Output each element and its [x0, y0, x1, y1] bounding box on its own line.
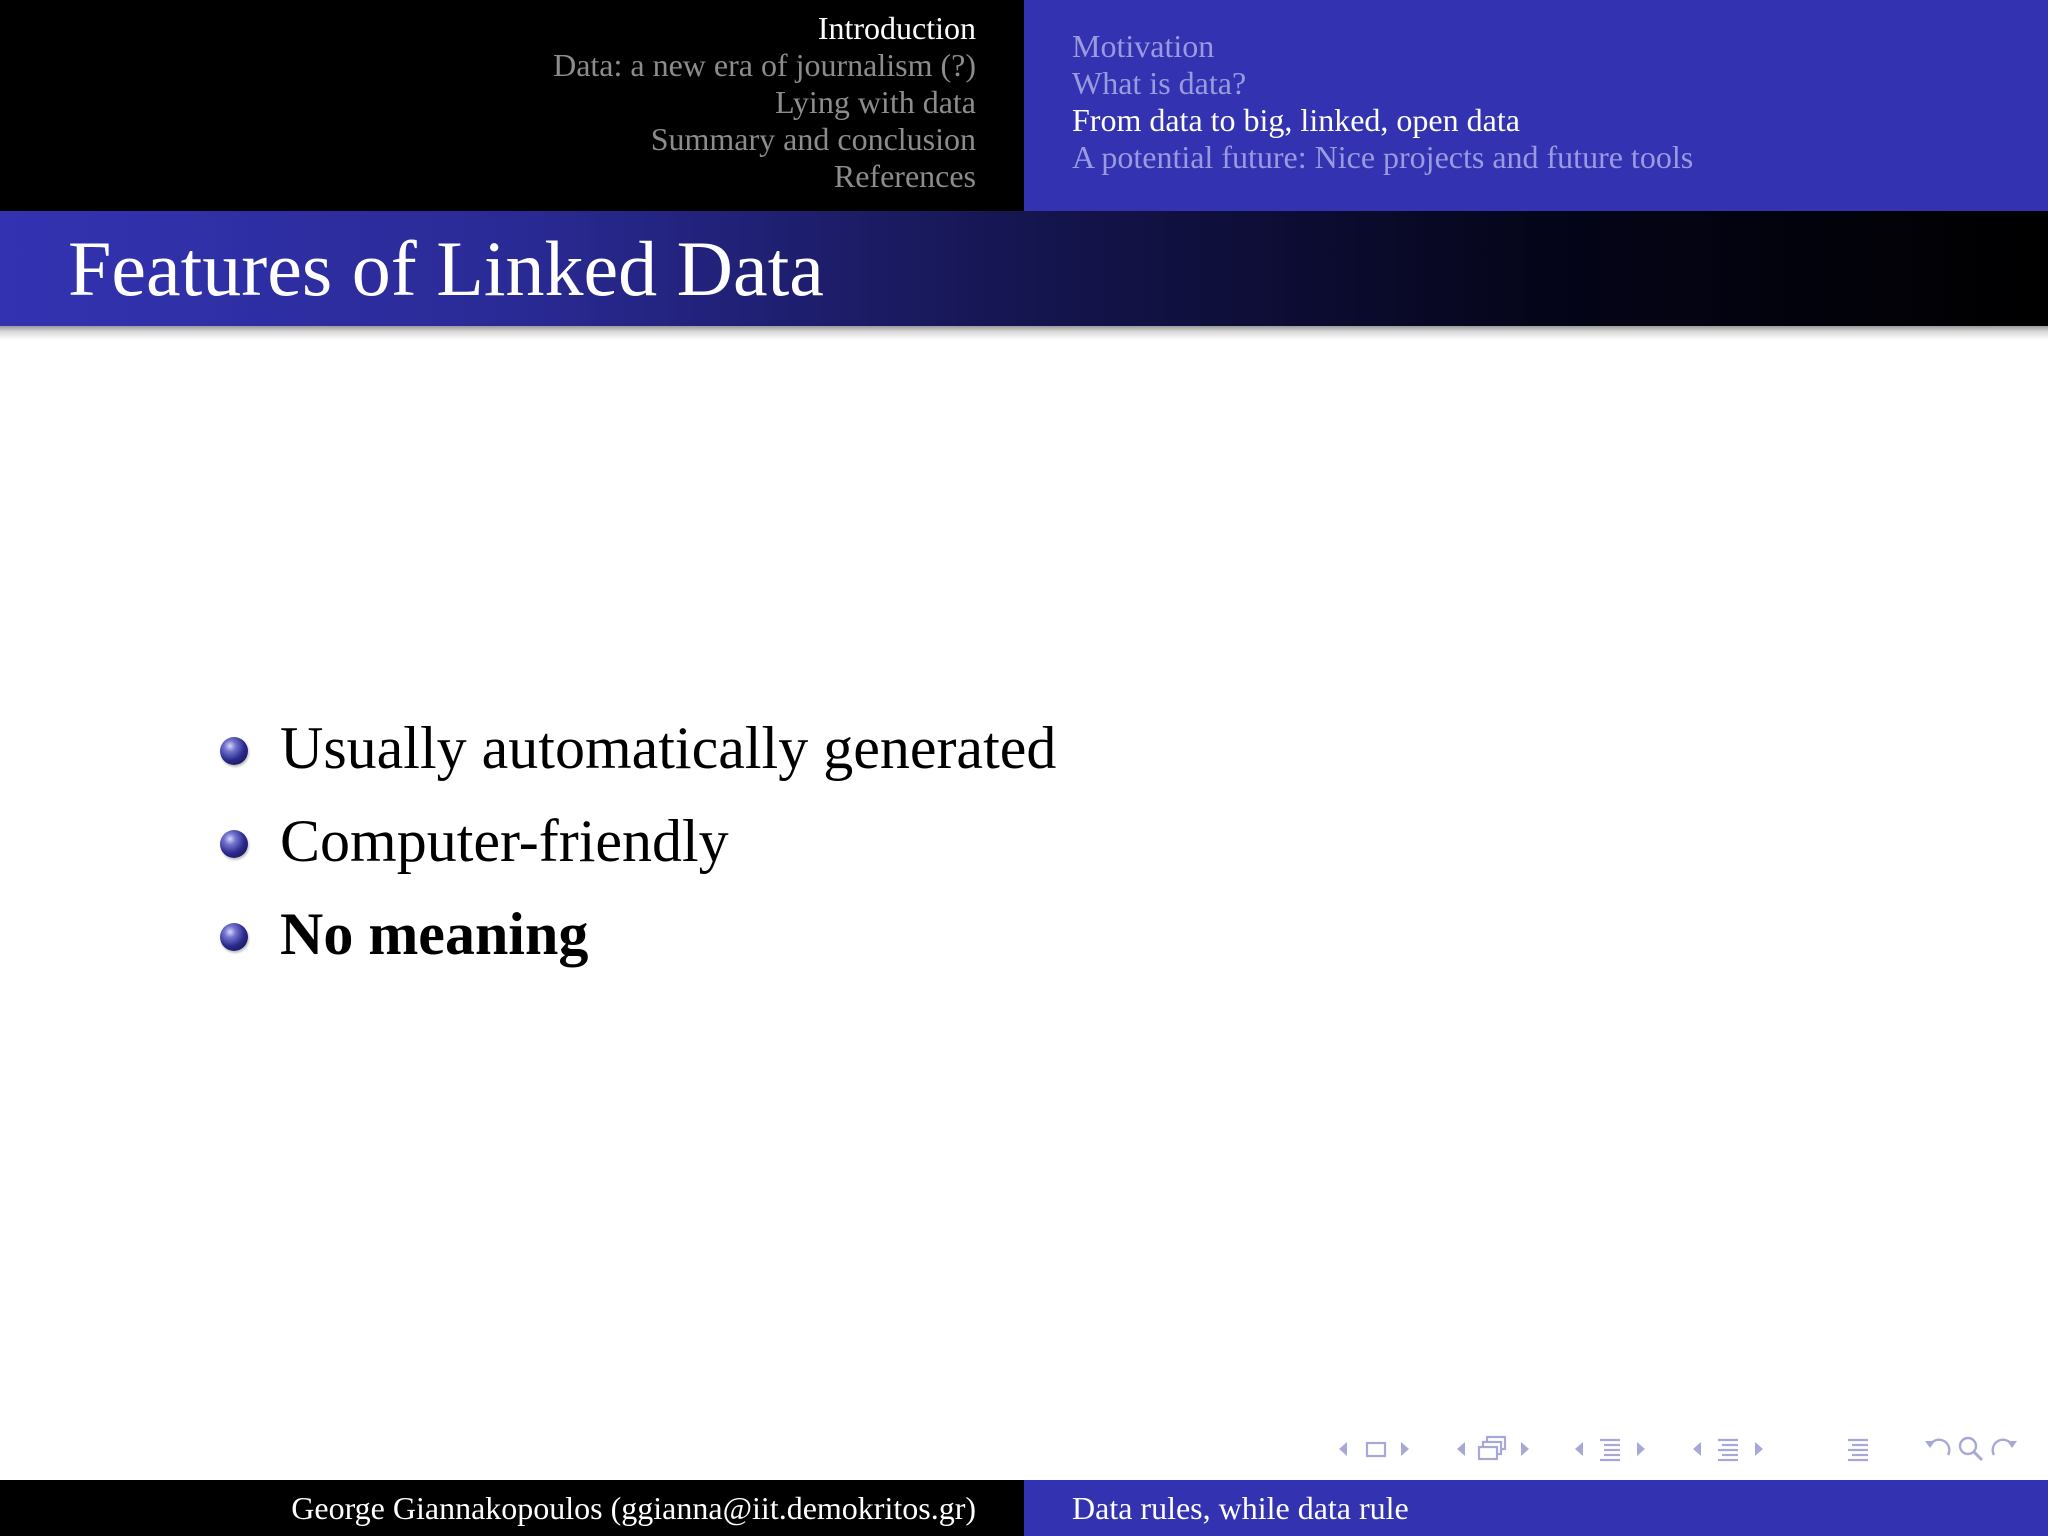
subsection-navigation-symbols — [1454, 1434, 1532, 1464]
undo-icon[interactable] — [1922, 1435, 1954, 1463]
footer-title-bar — [1024, 1480, 2048, 1536]
frame-title: Features of Linked Data — [68, 225, 824, 312]
bullet-list — [220, 702, 1056, 981]
appendix-navigation-symbols — [1844, 1434, 1872, 1464]
nav-subsection-potential-future[interactable]: A potential future: Nice projects and future tools — [1072, 139, 1694, 175]
arrow-left-icon[interactable] — [1454, 1439, 1468, 1459]
document-navigation-symbols — [1690, 1434, 1766, 1464]
arrow-right-icon[interactable] — [1398, 1439, 1412, 1459]
nav-subsection-big-linked-open-data[interactable]: From data to big, linked, open data — [1072, 102, 1520, 138]
frame-navigation — [1336, 1434, 1412, 1464]
nav-section-summary[interactable]: Summary and conclusion — [650, 121, 976, 157]
nav-section-references[interactable]: References — [833, 158, 976, 194]
search-icon[interactable] — [1956, 1435, 1986, 1463]
redo-icon[interactable] — [1988, 1435, 2020, 1463]
arrow-left-icon[interactable] — [1690, 1439, 1704, 1459]
section-navigation-symbols — [1572, 1434, 1648, 1464]
subsection-navigation — [1024, 0, 2048, 211]
search-navigation-symbols — [1922, 1434, 2020, 1464]
list-item — [220, 702, 1056, 795]
arrow-right-icon[interactable] — [1518, 1439, 1532, 1459]
bullet-ball-icon — [220, 737, 248, 765]
bullet-text: No meaning — [280, 901, 589, 967]
bullet-ball-icon — [220, 830, 248, 858]
section-icon[interactable] — [1596, 1436, 1624, 1462]
appendix-icon[interactable] — [1844, 1436, 1872, 1462]
subsection-icon[interactable] — [1476, 1435, 1510, 1463]
frame-title-bar — [0, 211, 2048, 326]
list-item — [220, 888, 1056, 981]
arrow-right-icon[interactable] — [1634, 1439, 1648, 1459]
footer-author-bar — [0, 1480, 1024, 1536]
frame-icon[interactable] — [1364, 1439, 1388, 1459]
bullet-ball-icon — [220, 923, 248, 951]
title-shadow — [0, 326, 2048, 340]
section-navigation — [0, 0, 1024, 211]
arrow-left-icon[interactable] — [1572, 1439, 1586, 1459]
nav-section-data-journalism[interactable]: Data: a new era of journalism (?) — [553, 47, 976, 83]
bullet-text: Computer-friendly — [280, 808, 729, 874]
arrow-right-icon[interactable] — [1752, 1439, 1766, 1459]
nav-subsection-what-is-data[interactable]: What is data? — [1072, 65, 1247, 101]
document-icon[interactable] — [1714, 1436, 1742, 1462]
footer-short-title: Data rules, while data rule — [1072, 1490, 1409, 1526]
nav-subsection-motivation[interactable]: Motivation — [1072, 28, 1215, 64]
nav-section-introduction[interactable]: Introduction — [817, 10, 976, 46]
footer-author: George Giannakopoulos (ggianna@iit.demokritos.gr) — [291, 1490, 976, 1526]
nav-section-lying-with-data[interactable]: Lying with data — [775, 84, 976, 120]
bullet-text: Usually automatically generated — [280, 715, 1057, 781]
list-item — [220, 795, 1056, 888]
arrow-left-icon[interactable] — [1336, 1439, 1350, 1459]
